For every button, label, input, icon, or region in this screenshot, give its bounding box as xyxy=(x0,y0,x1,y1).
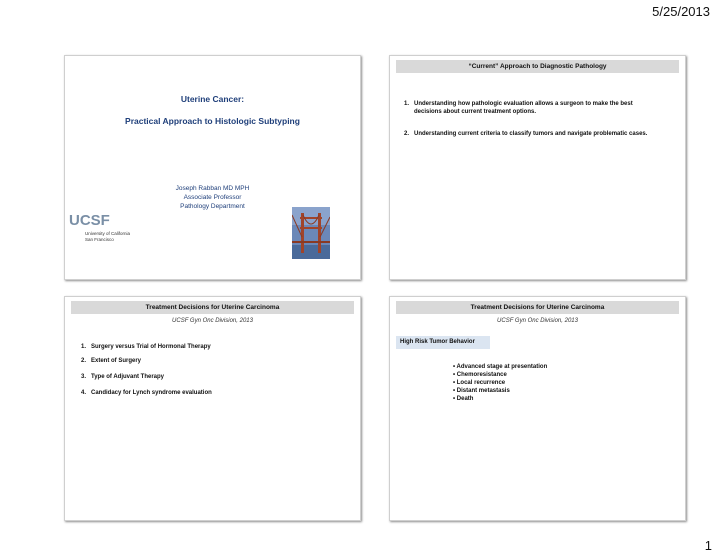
slide-current-approach xyxy=(389,55,686,280)
list-item xyxy=(81,389,311,397)
bullet-item: • Local recurrence xyxy=(453,380,506,386)
page-number: 1 xyxy=(704,538,712,553)
slide-header: Treatment Decisions for Uterine Carcinoma xyxy=(71,301,354,314)
ucsf-logo-text: UCSF xyxy=(69,212,110,229)
list-item-text: Candidacy for Lynch syndrome evaluation xyxy=(91,390,212,396)
slide-subtitle: UCSF Gyn Onc Division, 2013 xyxy=(172,318,253,324)
list-item-number: 1. xyxy=(81,344,87,350)
list-item-number: 2. xyxy=(404,131,410,137)
decisions-list xyxy=(81,343,311,407)
page-date: 5/25/2013 xyxy=(652,4,710,19)
list-item-text: Understanding how pathologic evaluation allows a surgeon to make the best decisions about current treatment options. xyxy=(414,101,633,115)
list-item-text: Surgery versus Trial of Hormonal Therapy xyxy=(91,344,211,350)
list-item xyxy=(81,357,311,365)
golden-gate-bridge-image xyxy=(292,207,330,259)
high-risk-label: High Risk Tumor Behavior xyxy=(396,336,490,349)
bullet-item: • Advanced stage at presentation xyxy=(453,364,548,370)
slide-subtitle: UCSF Gyn Onc Division, 2013 xyxy=(497,318,578,324)
list-item-number: 4. xyxy=(81,390,87,396)
ucsf-caption-line1: University of California xyxy=(85,231,131,236)
list-item-number: 2. xyxy=(81,358,87,364)
slide-title xyxy=(64,55,361,280)
bullet-item: • Chemoresistance xyxy=(453,372,507,378)
slide-header: “Current” Approach to Diagnostic Pathology xyxy=(396,60,679,73)
slide-header: Treatment Decisions for Uterine Carcinoma xyxy=(396,301,679,314)
ucsf-caption-line2: San Francisco xyxy=(85,237,114,242)
slide-treatment-decisions xyxy=(64,296,361,521)
presentation-title-line1: Uterine Cancer: xyxy=(180,94,245,104)
author-position: Associate Professor xyxy=(183,194,242,201)
slide-high-risk-behavior xyxy=(389,296,686,521)
risk-bullet-list xyxy=(453,363,547,403)
objectives-list xyxy=(404,100,654,148)
list-item xyxy=(404,100,654,116)
author-department: Pathology Department xyxy=(180,203,245,210)
list-item-text: Extent of Surgery xyxy=(91,358,142,364)
list-item xyxy=(404,130,654,138)
list-item xyxy=(81,373,311,381)
list-item-number: 3. xyxy=(81,374,87,380)
author-name: Joseph Rabban MD MPH xyxy=(175,185,250,192)
list-item-text: Understanding current criteria to classify tumors and navigate problematic cases. xyxy=(414,131,648,137)
bullet-item: • Distant metastasis xyxy=(453,388,510,394)
bullet-item: • Death xyxy=(453,396,474,402)
presentation-title-line2: Practical Approach to Histologic Subtyping xyxy=(125,116,300,126)
list-item-text: Type of Adjuvant Therapy xyxy=(91,374,165,380)
list-item-number: 1. xyxy=(404,101,410,107)
ucsf-caption xyxy=(85,231,130,243)
list-item xyxy=(81,343,311,351)
